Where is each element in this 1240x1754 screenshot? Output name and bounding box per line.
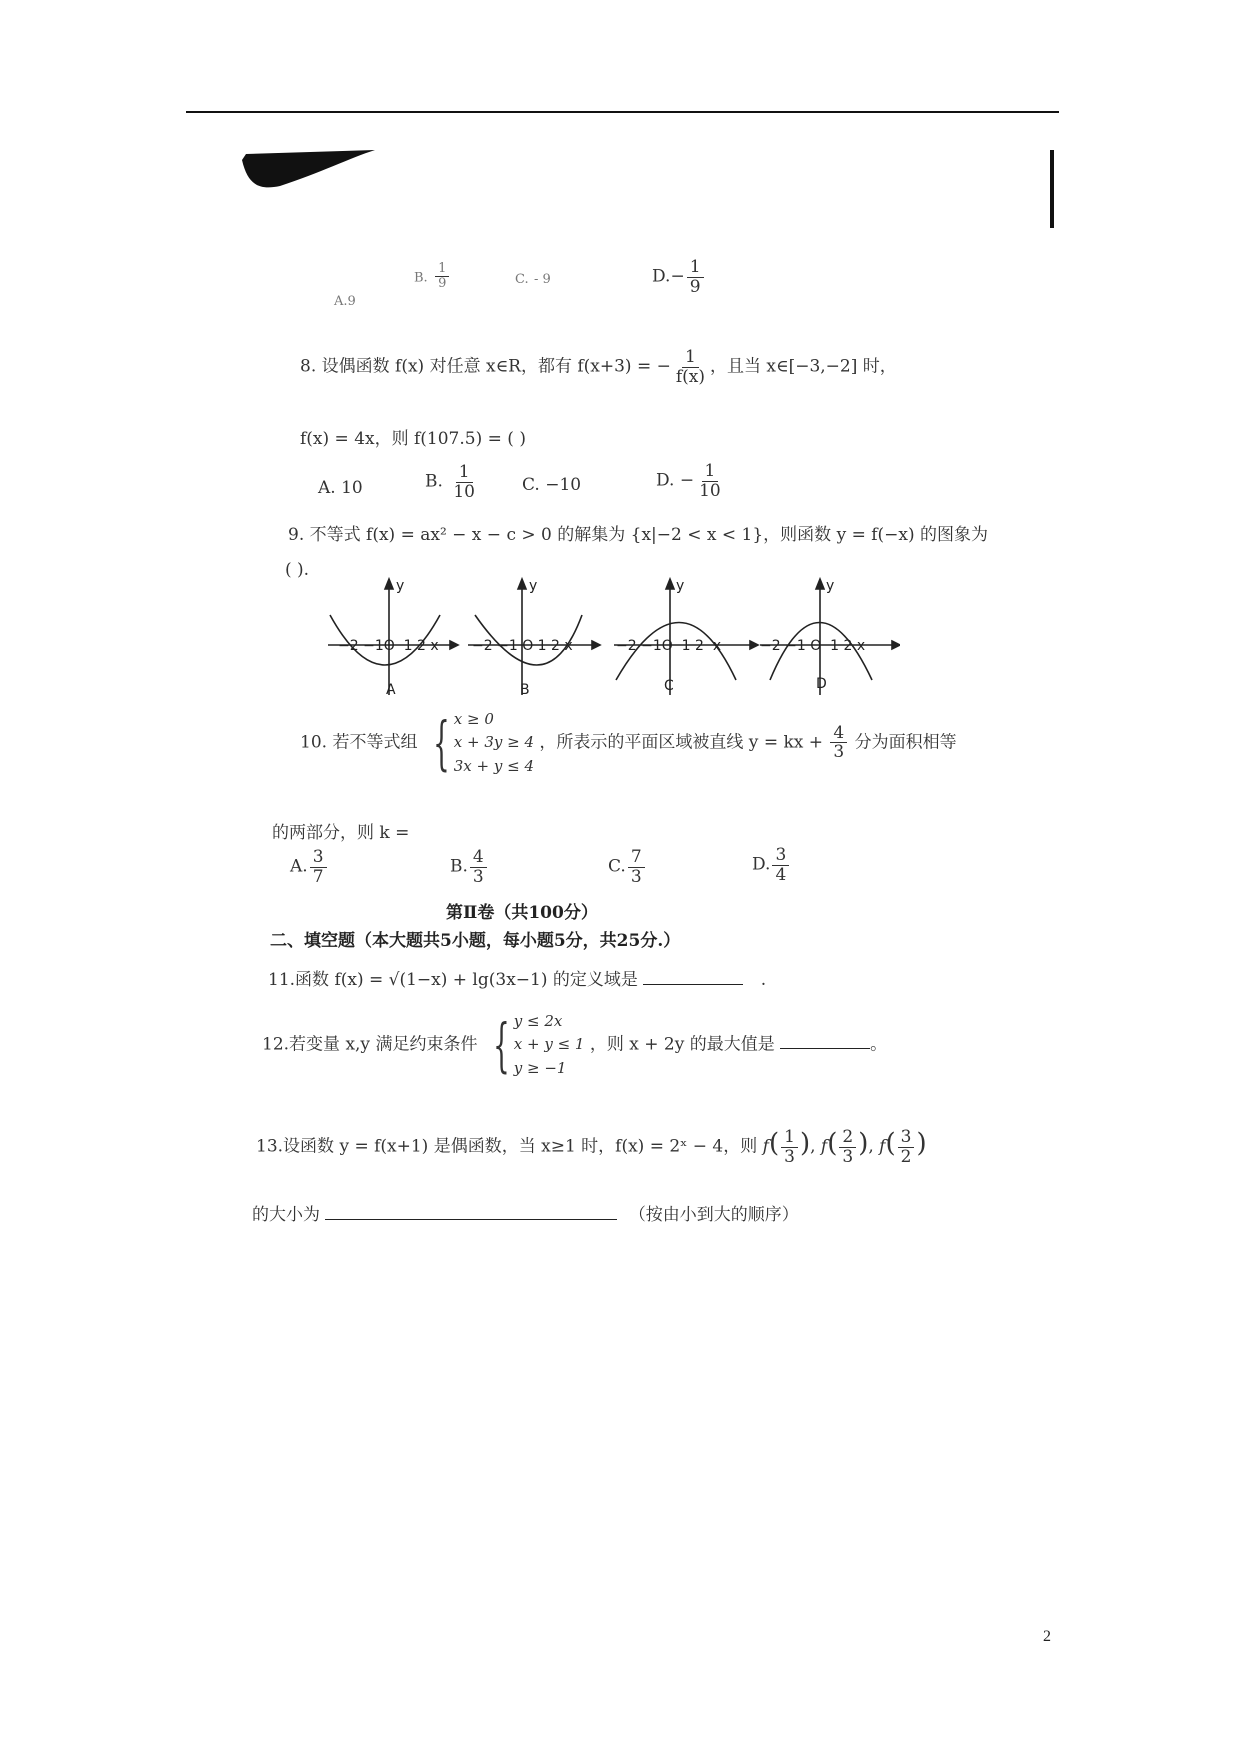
- graph-d-y-axis: y: [826, 578, 835, 594]
- q10-constraint-3: 3x + y ≤ 4: [453, 756, 534, 775]
- q11-text: 11.函数 f(x) = √(1−x) + lg(3x−1) 的定义域是: [268, 970, 638, 990]
- section-title: 第Ⅱ卷（共100分）: [446, 903, 598, 923]
- graph-d-label: D: [816, 676, 827, 692]
- q12-end: 。: [870, 1034, 888, 1055]
- q8-option-c: C. −10: [522, 475, 582, 495]
- graph-b-label: B: [520, 682, 530, 698]
- q10-option-a: A. $\frac{3}{7}$: [290, 848, 329, 886]
- q13-prefix: 的大小为: [252, 1205, 320, 1225]
- graph-d-ticks: −2 −1 O 1 2 x: [760, 638, 866, 654]
- q10-suffix: 分为面积相等: [854, 732, 957, 753]
- q12-system: { y ≤ 2x x + y ≤ 1 y ≥ −1: [493, 1010, 585, 1079]
- q12: [262, 1010, 887, 1080]
- q11-answer-blank[interactable]: [643, 968, 743, 985]
- q8-option-b: B. $\frac{1}{10}$: [425, 462, 475, 502]
- graph-c-y-axis: y: [676, 578, 685, 594]
- q10-prefix: 10. 若不等式组: [300, 732, 418, 753]
- graph-b-ticks: −2 −1 O 1 2 x: [472, 638, 573, 654]
- page-number: 2: [1043, 1628, 1051, 1645]
- q13-hint: （按由小到大的顺序）: [628, 1205, 799, 1225]
- q7-option-d: D.− $\frac{1}{9}$: [652, 258, 706, 296]
- q10-option-d: D. $\frac{3}{4}$: [752, 846, 791, 884]
- q12-prefix: 12.若变量 x,y 满足约束条件: [262, 1034, 478, 1055]
- q11-end: .: [760, 970, 767, 990]
- q8-text-b: ，且当 x∈[−3,−2] 时，: [710, 356, 897, 377]
- scan-smudge-mark: [240, 148, 380, 193]
- q8-frac-num: 1: [682, 348, 699, 368]
- q8-frac-den: f(x): [675, 366, 706, 387]
- q13-line-1: 13.设函数 y = f(x+1) 是偶函数，当 x≥1 时，f(x) = 2ˣ − 4，则 f( $\frac{1}{3}$ ), f( $\frac{2}{3}$ ), f( $\frac{3}{2}$ ): [256, 1127, 927, 1167]
- q10-constraint-1: x ≥ 0: [453, 710, 494, 728]
- q7-option-a: A.9: [334, 294, 356, 309]
- q8-text-a: 8. 设偶函数 f(x) 对任意 x∈R，都有 f(x+3) = −: [300, 356, 671, 377]
- q8-line-1: [300, 348, 897, 386]
- graph-b-y-axis: y: [529, 578, 538, 594]
- q12-constraint-1: y ≤ 2x: [513, 1012, 563, 1030]
- scan-edge-mark: [1050, 150, 1054, 228]
- q10-option-c: C. $\frac{7}{3}$: [608, 848, 647, 886]
- section-subtitle: 二、填空题（本大题共5小题，每小题5分，共25分.）: [270, 931, 681, 951]
- q9-line-2: ( ).: [285, 560, 310, 580]
- header-rule: [186, 111, 1059, 113]
- graph-c-label: C: [664, 678, 674, 694]
- q10-system: { x ≥ 0 x + 3y ≥ 4 3x + y ≤ 4: [433, 708, 534, 777]
- q12-constraint-3: y ≥ −1: [513, 1058, 567, 1077]
- graph-a-ticks: −2 −1O 1 2 x: [338, 638, 439, 654]
- graph-a-y-axis: y: [396, 578, 405, 594]
- q7-option-b: B. $\frac{1}{9}$: [414, 262, 451, 292]
- q10-middle: ，所表示的平面区域被直线 y = kx +: [539, 732, 824, 753]
- q10-constraint-2: x + 3y ≥ 4: [453, 733, 534, 752]
- graph-c-ticks: −2 −1O 1 2 x: [616, 638, 722, 654]
- q13-answer-blank[interactable]: [325, 1203, 617, 1220]
- graph-a-label: A: [386, 682, 396, 698]
- q13-line-2: [252, 1200, 799, 1225]
- q8-option-d: D. − $\frac{1}{10}$: [656, 461, 721, 501]
- q9-line-1: 9. 不等式 f(x) = ax² − x − c > 0 的解集为 {x|−2 < x < 1}，则函数 y = f(−x) 的图象为: [288, 525, 989, 545]
- q12-answer-blank[interactable]: [780, 1032, 870, 1049]
- q11: [268, 965, 766, 990]
- q10-line-2: 的两部分，则 k =: [272, 823, 410, 843]
- q12-middle: ，则 x + 2y 的最大值是: [589, 1034, 775, 1055]
- q8-option-a: A. 10: [318, 478, 363, 498]
- q10-option-b: B. $\frac{4}{3}$: [450, 848, 489, 886]
- q12-constraint-2: x + y ≤ 1: [513, 1035, 585, 1054]
- q8-line-2: f(x) = 4x，则 f(107.5) = ( ): [300, 429, 526, 449]
- q7-option-c: C. - 9: [515, 272, 551, 287]
- q10-line-1: 10. 若不等式组 { x ≥ 0 x + 3y ≥ 4 3x + y ≤ 4 ，所表示的平面区域被直线 y = kx + $\frac{4}{3}$ 分为面积相等: [300, 708, 957, 777]
- q13-text: 13.设函数 y = f(x+1) 是偶函数，当 x≥1 时，f(x) = 2ˣ − 4，则: [256, 1136, 758, 1157]
